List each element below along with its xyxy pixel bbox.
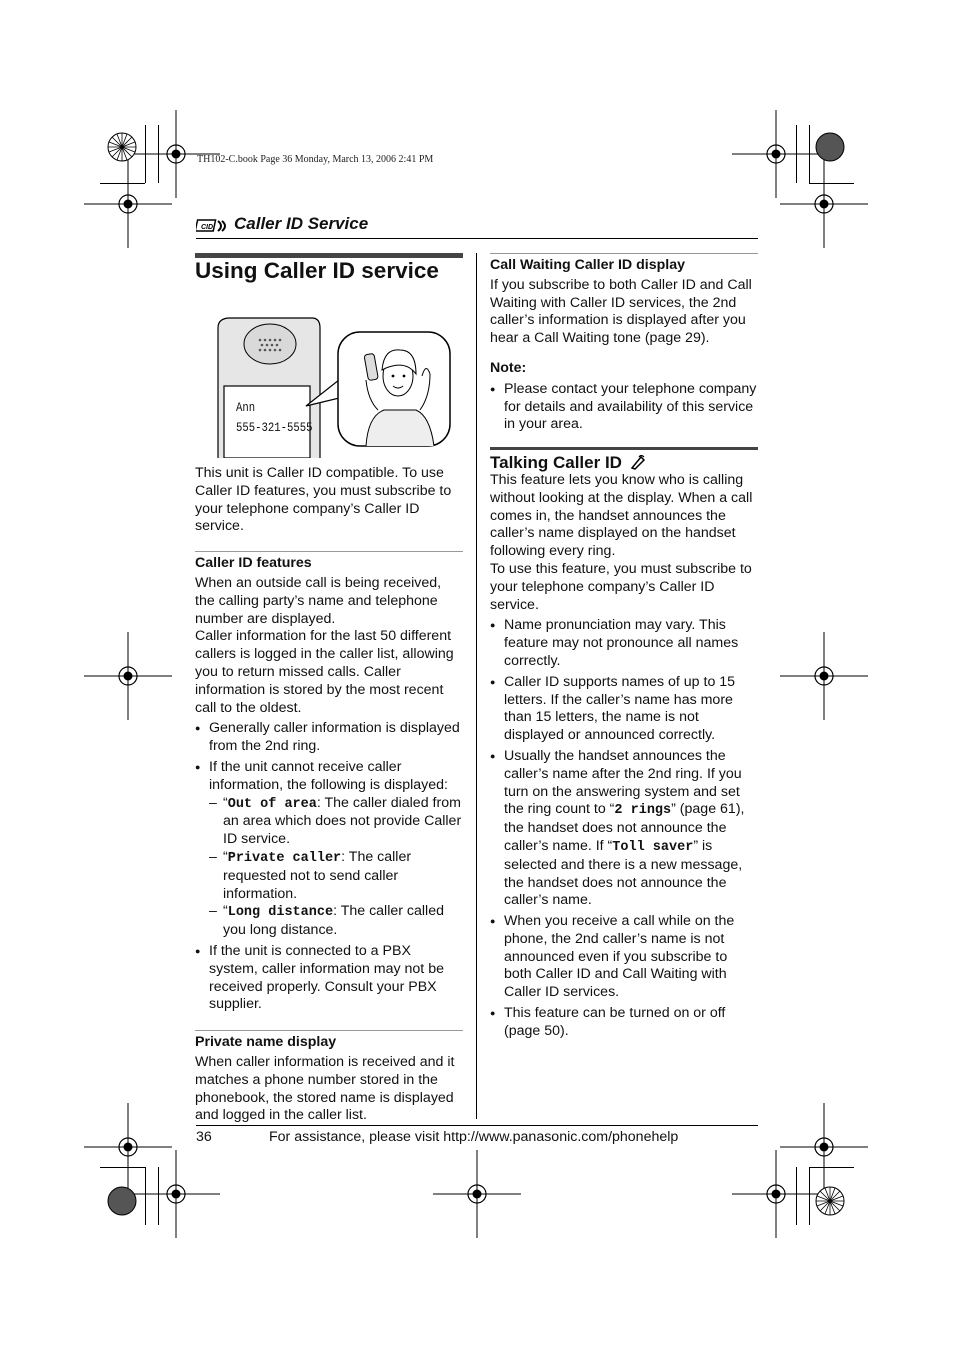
call-waiting-text: If you subscribe to both Caller ID and Call Waiting with Caller ID services, the 2nd caller’s information is displayed after you hear a Call Waiting tone (page 29). — [490, 276, 752, 347]
private-name-text: When caller information is received and it matches a phone number stored in the phonebook, the stored name is displayed and logged in the caller list. — [195, 1053, 455, 1124]
talking-bullet-list — [490, 617, 758, 1040]
talking-paragraph-1: This feature lets you know who is calling without looking at the display. When a call comes in, the handset announces the caller’s name displayed on the handset following every ring. — [490, 471, 753, 560]
phone-display — [236, 398, 313, 438]
list-item: ● When you receive a call while on the phone, the 2nd caller’s name is not announced even if you subscribe to both Caller ID and Call Waiting with Caller ID services. — [490, 913, 758, 1002]
caller-id-features-heading: Caller ID features — [195, 555, 312, 572]
svg-text:CID: CID — [201, 224, 214, 231]
list-item: ● This feature can be turned on or off (page 50). — [490, 1005, 758, 1041]
list-item: ● Generally caller information is displayed from the 2nd ring. — [195, 720, 463, 756]
call-waiting-heading: Call Waiting Caller ID display — [490, 257, 685, 273]
intro-text: This unit is Caller ID compatible. To use Caller ID features, you must subscribe to your telephone company’s Caller ID service. — [195, 465, 452, 535]
features-bullet-list — [195, 720, 463, 1014]
list-item: ● Caller ID supports names of up to 15 letters. If the caller’s name has more than 15 letters, the name is not displayed or announced correctly. — [490, 674, 758, 745]
note-label: Note: — [490, 359, 527, 376]
page-number: 36 — [196, 1129, 212, 1145]
display-messages-list — [209, 795, 463, 940]
divider — [490, 253, 758, 254]
note-list — [490, 381, 758, 434]
left-column — [195, 258, 463, 283]
features-paragraph-2: Caller information for the last 50 different callers is logged in the caller list, allowing you to return missed calls. Caller information is stored by the most recent call to the oldest. — [195, 628, 454, 716]
features-paragraph-1: When an outside call is being received, the calling party’s name and telephone number are displayed. — [195, 574, 442, 627]
display-number: 555-321-5555 — [236, 421, 313, 435]
left-column-body — [195, 465, 463, 1125]
section-title: Caller ID Service — [234, 214, 369, 233]
list-item: – “Out of area: The caller dialed from an area which does not provide Caller ID service. — [209, 795, 463, 849]
list-item: ● If the unit cannot receive caller information, the following is displayed: – “Out of area: The caller dialed from an area which does not provide Caller ID service. – “Private caller: The caller requested not to send caller information. – “Long distance: The caller called you long distance. — [195, 759, 463, 940]
private-name-heading: Private name display — [195, 1034, 337, 1051]
section-header — [196, 212, 758, 239]
talking-caller-id-heading: Talking Caller ID — [490, 454, 758, 472]
list-item: – “Long distance: The caller called you long distance. — [209, 903, 463, 940]
caller-id-icon — [196, 218, 230, 234]
list-item: ● Name pronunciation may vary. This feature may not pronounce all names correctly. — [490, 617, 758, 670]
page-footer — [196, 1125, 758, 1145]
talking-caller-id-icon — [629, 454, 647, 470]
assistance-text: For assistance, please visit http://www.panasonic.com/phonehelp — [269, 1129, 679, 1145]
right-column — [490, 257, 758, 1041]
print-info-line: TH102-C.book Page 36 Monday, March 13, 2006 2:41 PM — [197, 154, 434, 165]
list-item: ● If the unit is connected to a PBX system, caller information may not be received properly. Consult your PBX supplier. — [195, 943, 463, 1014]
display-name: Ann — [236, 401, 256, 415]
page-title: Using Caller ID service — [195, 258, 439, 283]
list-item: ● Please contact your telephone company for details and availability of this service in your area. — [490, 381, 758, 434]
column-divider — [476, 253, 477, 1119]
list-item: ● Usually the handset announces the caller’s name after the 2nd ring. If you turn on the answering system and set the ring count to “2 rings” (page 61), the handset does not announce the caller’s name. If “Toll saver” is selected and there is a new message, the handset does not announce the caller’s name. — [490, 748, 758, 910]
talking-paragraph-2: To use this feature, you must subscribe to your telephone company’s Caller ID service. — [490, 560, 752, 613]
list-item: – “Private caller: The caller requested not to send caller information. — [209, 849, 463, 903]
